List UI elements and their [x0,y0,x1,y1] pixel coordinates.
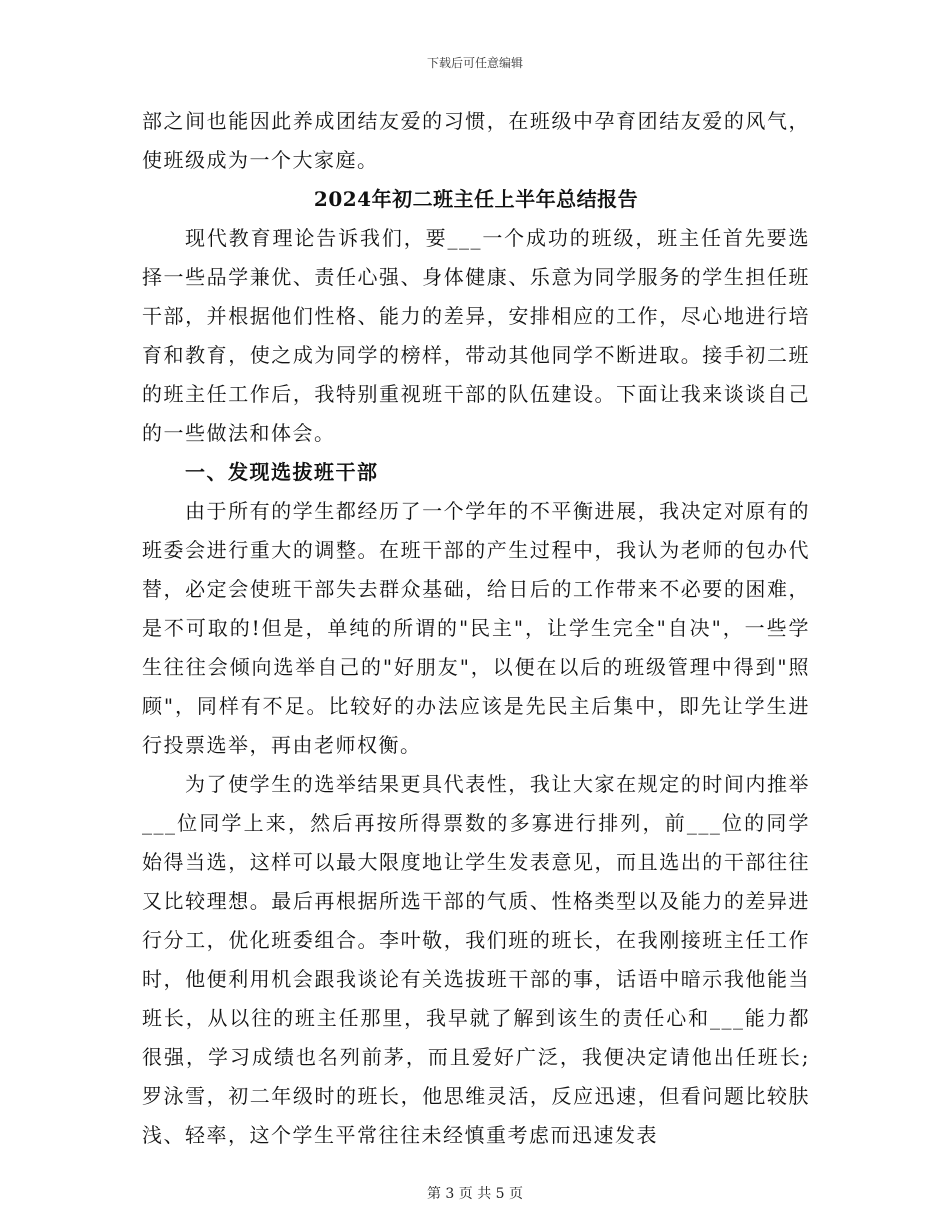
body-paragraph: 现代教育理论告诉我们，要___一个成功的班级，班主任首先要选择一些品学兼优、责任心强、身体健康、乐意为同学服务的学生担任班干部，并根据他们性格、能力的差异，安排相应的工作，尽心地进行培育和教育，使之成为同学的榜样，带动其他同学不断进取。接手初二班的班主任工作后，我特别重视班干部的队伍建设。下面让我来谈谈自己的一些做法和体会。 [142,226,810,445]
section-heading: 一、发现选拔班干部 [185,460,379,484]
page-footer: 第 3 页 共 5 页 [426,1186,524,1202]
intro-paragraph: 部之间也能因此养成团结友爱的习惯，在班级中孕育团结友爱的风气，使班级成为一个大家庭。 [142,109,810,172]
section-paragraph: 为了使学生的选举结果更具代表性，我让大家在规定的时间内推举___位同学上来，然后再按所得票数的多寡进行排列，前___位的同学始得当选，这样可以最大限度地让学生发表意见，而且选出的干部往往又比较理想。最后再根据所选干部的气质、性格类型以及能力的差异进行分工，优化班委组合。李叶敬，我们班的班长，在我刚接班主任工作时，他便利用机会跟我谈论有关选拔班干部的事，话语中暗示我他能当班长，从以往的班主任那里，我早就了解到该生的责任心和___能力都很强，学习成绩也名列前茅，而且爱好广泛，我便决定请他出任班长;罗泳雪，初二年级时的班长，他思维灵活，反应迅速，但看问题比较肤浅、轻率，这个学生平常往往未经慎重考虑而迅速发表 [142,772,810,1147]
section-paragraph: 由于所有的学生都经历了一个学年的不平衡进展，我决定对原有的班委会进行重大的调整。在班干部的产生过程中，我认为老师的包办代替，必定会使班干部失去群众基础，给日后的工作带来不必要的困难，是不可取的!但是，单纯的所谓的"民主"，让学生完全"自决"，一些学生往往会倾向选举自己的"好朋友"，以便在以后的班级管理中得到"照顾"，同样有不足。比较好的办法应该是先民主后集中，即先让学生进行投票选举，再由老师权衡。 [142,499,810,757]
document-title: 2024年初二班主任上半年总结报告 [313,187,639,211]
document-body [142,102,810,1155]
page-header: 下载后可任意编辑 [426,56,523,70]
